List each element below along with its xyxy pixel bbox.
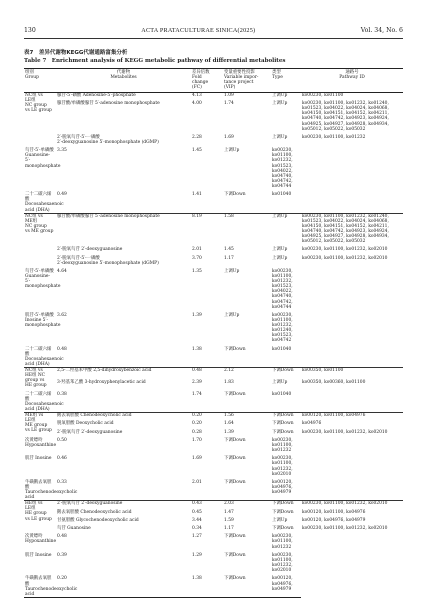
col-metabolite-cn: 代谢物: [116, 70, 131, 75]
fc-cell: 0.34: [192, 526, 202, 532]
pathway-cell: [271, 553, 301, 573]
table-row: [24, 438, 403, 453]
metabolite-name: 鸟苷-5′-单磷酸 Guanosine-5′-monophosphate: [25, 148, 61, 169]
table-caption-cn: 表7 差异代谢物KEGG代谢通路富集分析: [24, 50, 128, 56]
metabolite-name: 鹅去氧胆酸 Chenodeoxycholic acid: [57, 509, 132, 515]
pathway-line: ko00230, ko01100, ko01232, ko01240,: [272, 312, 293, 334]
metabolite-name: 2′-脱氧鸟苷 2′-deoxyguanosine: [57, 429, 123, 435]
type-cell: 下调Down: [224, 479, 246, 485]
col-pathway-cn: 通路号: [345, 70, 359, 75]
pathway-cell: [271, 392, 301, 413]
table-row: [24, 148, 403, 189]
fc-cell: 3.62: [57, 312, 67, 318]
metabolite-cell: [56, 135, 191, 145]
group-label-line: NC组 vs: [25, 213, 43, 219]
col-metabolite: [56, 69, 191, 93]
col-vip-1: 变量重要性投影: [224, 70, 255, 75]
col-group: [24, 69, 56, 93]
group-label-line: vs LE group: [25, 516, 52, 522]
pathway-line: ko01523, ko04742: [272, 333, 293, 344]
group-label-line: ME组: [25, 218, 38, 224]
group-label-line: vs ME group: [25, 228, 54, 234]
metabolite-name: 2,5-二羟基苯甲酸 2,5-dihydroxybenzoic acid: [57, 368, 152, 374]
running-header: [24, 24, 403, 36]
fc-cell: 0.20: [191, 413, 223, 419]
group-label-line: NC组 vs: [25, 368, 43, 374]
group-label-line: HE组 vs: [25, 501, 43, 507]
pathway-line: ko00120, ko04976, ko04979: [272, 479, 293, 496]
metabolite-cell: [24, 438, 56, 453]
metabolite-name: 3-羟基苯乙酸 3-hydroxyphenylacetic acid: [57, 380, 146, 385]
col-type-cn: 类型: [272, 70, 281, 75]
metabolite-name: 二十二碳六烯酸 Docosahexaenoic acid (DHA): [25, 391, 64, 412]
vip-cell: 1.38: [192, 346, 202, 352]
pathway-line: ko00230, ko01100, ko01232, ko01523,: [272, 269, 293, 290]
vip-cell: 1.47: [224, 509, 234, 515]
table-header-row: [24, 69, 403, 93]
pathway-line: ko00230, ko01100, ko01232: [272, 437, 293, 454]
col-fc-1: 差异倍数: [192, 70, 210, 75]
metabolite-name: 2′-脱氧鸟苷 2′-deoxyguanosine: [57, 501, 123, 507]
metabolite-name: 鸟苷-5′-单磷酸 Guanosine-5′-monophosphate: [25, 269, 61, 290]
table-row: [24, 269, 403, 310]
vip-cell: 1.69: [192, 456, 202, 462]
metabolite-name: 2′-脱氧鸟苷-5′-一磷酸: [57, 134, 100, 140]
type-cell: 下调Down: [271, 413, 301, 419]
pathway-line: ko04150, ko04151, ko04152, ko04211,: [302, 223, 389, 229]
pathway-line: ko00230, ko01100, ko01232: [272, 534, 293, 550]
group-label-line: LE组: [25, 418, 36, 424]
fc-cell: 0.43: [191, 501, 223, 507]
pathway-line: ko01040: [272, 192, 292, 198]
col-fc: [191, 69, 223, 93]
type-cell: 下调Down: [272, 421, 294, 427]
type-cell: 上调Up: [224, 269, 240, 274]
group-label-line: ME组 vs: [25, 413, 44, 418]
table-row: [24, 576, 403, 597]
pathway-line: ko00120, ko01100, ko04976: [302, 509, 366, 515]
vip-cell: 2.01: [192, 479, 202, 485]
pathway-line: ko00230, ko01100, ko01232, ko01240,: [302, 213, 389, 219]
col-group-en: Group: [25, 75, 39, 81]
pathway-line: ko00120, ko01100, ko04976: [302, 413, 366, 418]
type-cell: 下调Down: [224, 552, 246, 558]
pathway-line: ko00230, ko01100, ko01232, ko01240,: [302, 101, 389, 107]
pathway-line: ko00230, ko01100: [302, 92, 344, 98]
group-label-line: group vs: [25, 378, 45, 384]
metabolite-cell: [56, 101, 191, 132]
pathway-line: ko00350, ko00360, ko01100: [302, 380, 366, 385]
metabolite-name: 二十二碳六烯酸 Docosahexaenoic acid (DHA): [25, 346, 64, 367]
metabolite-name: 脱氧胆酸 Deoxycholic acid: [57, 421, 114, 427]
vip-cell: 1.83: [224, 380, 234, 385]
type-cell: 下调Down: [272, 509, 294, 515]
group-label-line: vs LE group: [25, 108, 52, 114]
pathway-cell: [271, 313, 301, 344]
type-cell: 下调Down: [223, 576, 271, 597]
col-fc-3: change: [192, 80, 209, 86]
fc-cell: 2.28: [192, 134, 202, 140]
table-row: [24, 213, 403, 244]
pathway-cell: [271, 438, 301, 453]
pathway-line: ko04022, ko04740, ko04742, ko04744: [272, 289, 293, 310]
pathway-line: ko00230, ko01100, ko01232, ko02010: [272, 552, 293, 574]
metabolite-cell: [24, 148, 61, 189]
metabolite-cell: [56, 380, 191, 388]
pathway-line: ko01040: [272, 391, 292, 397]
pathway-cell: [301, 135, 403, 145]
vip-cell: 1.74: [192, 391, 202, 397]
group-label-line: ME group: [25, 423, 48, 429]
header-rule: [24, 38, 403, 39]
metabolite-cell: [24, 534, 56, 549]
metabolite-name: 腺苷-5′-磷酸 Adenosine-5′-phosphate: [57, 92, 136, 98]
col-fc-2: Fold: [192, 75, 202, 81]
fc-cell: 3.44: [192, 517, 202, 523]
fc-cell: 0.39: [57, 552, 67, 558]
table-row: [24, 135, 403, 145]
col-type: [271, 69, 301, 93]
fc-cell: 0.33: [57, 479, 67, 485]
metabolite-name: 腺苷酸/单磷酸腺苷 5′-adenosine monophosphate: [57, 101, 160, 107]
table-row: [24, 553, 403, 573]
pathway-line: ko00350, ko01100: [302, 368, 344, 374]
pathway-line: ko00230, ko01100, ko01232, ko02010: [302, 247, 388, 253]
col-vip-3: tance project: [224, 80, 254, 86]
group-label: [24, 368, 56, 389]
vip-cell: 1.39: [224, 429, 234, 435]
type-cell: 下调Down: [224, 391, 246, 397]
table-row: [24, 392, 403, 413]
fc-cell: 2.01: [192, 247, 202, 253]
fc-cell: 4.13: [191, 92, 223, 98]
metabolite-name: 牛磺鹅去氧胆酸 Taurochenodeoxycholic acid: [25, 479, 78, 501]
type-cell: 下调Down: [224, 346, 246, 352]
volume-info: Vol. 34, No. 6: [360, 26, 403, 34]
type-cell: 上调Up: [224, 312, 240, 318]
pathway-line: ko00230, ko01100, ko01232: [302, 134, 366, 140]
metabolite-name: 2′-deoxyguanosine 5′-monophosphate (dGMP): [57, 140, 159, 145]
fc-cell: 3.35: [57, 148, 67, 154]
type-cell: 下调Down: [272, 429, 294, 435]
group-label-line: HE组 NC: [25, 373, 46, 379]
group-label: [24, 213, 56, 269]
type-cell: 上调Up: [224, 148, 240, 154]
vip-cell: 1.56: [223, 413, 271, 419]
pathway-line: ko04150, ko04151, ko04152, ko04211,: [302, 111, 389, 117]
group-label-line: vs LE group: [25, 428, 52, 434]
vip-cell: 1.58: [223, 213, 271, 244]
type-cell: 上调Up: [271, 92, 301, 98]
pathway-cell: [301, 526, 403, 531]
col-pathway-en: Pathway ID: [339, 75, 365, 81]
pathway-line: ko00120, ko04976, ko04979: [272, 576, 293, 592]
metabolite-cell: [24, 456, 56, 476]
pathway-line: ko04925, ko04927, ko04928, ko04934,: [302, 121, 389, 127]
vip-cell: 2.03: [223, 501, 271, 507]
pathway-cell: [301, 213, 403, 244]
metabolite-cell: [24, 553, 56, 573]
group-label-line: NC group: [25, 103, 47, 109]
col-vip: [223, 69, 271, 93]
pathway-line: ko00230, ko01100, ko01232, ko02010: [302, 501, 388, 507]
type-cell: 上调Up: [272, 101, 288, 107]
vip-cell: 1.59: [224, 517, 234, 523]
vip-cell: 1.39: [192, 312, 202, 318]
metabolite-name: 肌苷 Inosine: [25, 552, 52, 558]
fc-cell: 0.48: [57, 534, 67, 540]
table-row: [24, 368, 403, 377]
pathway-cell: [271, 269, 301, 310]
metabolite-name: 次黄嘌呤 Hypoxanthine: [25, 534, 57, 545]
type-cell: 下调Down: [272, 526, 294, 532]
fc-cell: 0.48: [191, 368, 223, 377]
type-cell: 下调Down: [224, 192, 246, 198]
group-label: [24, 92, 56, 145]
group-label: [24, 413, 56, 438]
table-row: [24, 380, 403, 388]
vip-cell: 2.12: [223, 368, 271, 377]
pathway-line: ko04022, ko04740, ko04742, ko04744: [272, 168, 293, 189]
type-cell: 上调Up: [272, 380, 288, 385]
pathway-cell: [301, 256, 403, 266]
vip-cell: 1.41: [192, 192, 202, 198]
pathway-line: ko01040: [272, 346, 292, 352]
type-cell: 下调Down: [224, 437, 246, 443]
type-cell: 下调Down: [271, 368, 301, 377]
pathway-line: ko05012, ko05022, ko05032: [302, 126, 366, 132]
type-cell: 下调Down: [224, 534, 246, 540]
fc-cell: 0.50: [57, 437, 67, 443]
vip-cell: 1.45: [192, 148, 202, 154]
pathway-cell: [301, 368, 403, 377]
col-type-en: Type: [272, 75, 283, 81]
vip-cell: 1.69: [224, 134, 234, 140]
metabolite-name: 牛磺鹅去氧胆酸 Taurochenodeoxycholic acid: [25, 576, 78, 597]
pathway-line: ko00230, ko01100, ko01232, ko02010: [302, 429, 388, 435]
type-cell: 上调Up: [272, 255, 288, 261]
fc-cell: 4.64: [57, 269, 67, 274]
type-cell: 下调Down: [224, 456, 246, 462]
metabolite-cell: [56, 368, 191, 377]
pathway-cell: [271, 148, 301, 189]
table-row: [24, 192, 403, 213]
metabolite-name: 次黄嘌呤 Hypoxanthine: [25, 437, 57, 448]
pathway-cell: [301, 101, 403, 132]
kegg-table: [24, 68, 403, 598]
pathway-line: ko00230, ko01100, ko01232, ko02010: [302, 526, 388, 532]
metabolite-name: 2′-脱氧鸟苷 2′-deoxyguanosine: [57, 247, 123, 253]
vip-cell: 1.70: [192, 437, 202, 443]
table-row: [24, 456, 403, 476]
vip-cell: 1.38: [191, 576, 223, 597]
metabolite-cell: [24, 269, 61, 310]
table-row: [24, 347, 403, 368]
group-label-line: HE group: [25, 511, 47, 517]
pathway-cell: [271, 534, 301, 549]
table-row: [24, 101, 403, 132]
table-row: [24, 256, 403, 266]
pathway-line: ko04740, ko04742, ko04923, ko04924,: [302, 116, 389, 122]
table-row: [24, 534, 403, 549]
pathway-line: ko00230, ko01100, ko01232, ko01523,: [272, 148, 293, 169]
pathway-line: ko04740, ko04742, ko04923, ko04924,: [302, 228, 389, 234]
group-label-line: NC group: [25, 223, 47, 229]
type-cell: 上调Up: [272, 247, 288, 253]
fc-cell: 0.28: [192, 429, 202, 435]
metabolite-name: 鹅去氧胆酸 Chenodeoxycholic acid: [57, 413, 132, 418]
type-cell: 上调Up: [272, 517, 288, 523]
metabolite-cell: [56, 256, 191, 266]
group-label-line: LE组: [25, 506, 36, 512]
metabolite-name: 肌苷 Inosine: [25, 456, 52, 462]
type-cell: 上调Up: [271, 213, 301, 244]
metabolite-name: 2′-deoxyguanosine 5′-monophosphate (dGMP): [57, 260, 159, 266]
fc-cell: 3.70: [192, 255, 202, 261]
vip-cell: 1.74: [224, 101, 234, 107]
pathway-line: ko00230, ko01100, ko01232, ko02010: [272, 456, 293, 477]
fc-cell: 0.49: [57, 192, 67, 198]
pathway-line: ko00230, ko01100, ko01232, ko02010: [302, 255, 388, 261]
fc-cell: 0.20: [56, 576, 191, 597]
metabolite-name: 肌苷-5′-单磷酸 Inosine 5′-monophosphate: [25, 312, 61, 329]
pathway-cell: [271, 480, 301, 501]
pathway-cell: [271, 576, 301, 597]
table-row: [24, 313, 403, 344]
pathway-cell: [271, 192, 301, 213]
table-body: [24, 92, 403, 597]
fc-cell: 4.00: [192, 101, 202, 107]
pathway-cell: [301, 380, 403, 388]
col-vip-2: Variable impor-: [224, 75, 259, 81]
metabolite-name: 鸟苷 Guanosine: [57, 526, 91, 532]
group-label-line: HE group: [25, 383, 47, 389]
pathway-line: ko04976: [302, 421, 322, 427]
col-group-cn: 组别: [25, 70, 34, 75]
pathway-cell: [271, 347, 301, 368]
metabolite-name: 腺苷酸/单磷酸腺苷 5′-adenosine monophosphate: [57, 213, 160, 219]
vip-cell: 1.17: [224, 526, 234, 532]
type-cell: 下调Down: [271, 501, 301, 507]
vip-cell: 1.17: [224, 255, 234, 261]
fc-cell: 8.19: [191, 213, 223, 244]
col-pathway: [301, 69, 403, 93]
page-number: 130: [24, 26, 36, 34]
table-row: [24, 480, 403, 501]
group-label-line: NC组 vs: [25, 92, 43, 98]
journal-name: ACTA PRATACULTURAE SINICA(2025): [141, 26, 256, 34]
pathway-line: ko01523, ko04022, ko04024, ko04068,: [302, 106, 389, 112]
fc-cell: 0.46: [57, 456, 67, 462]
vip-cell: 1.27: [192, 534, 202, 540]
pathway-cell: [271, 456, 301, 476]
vip-cell: 1.45: [224, 247, 234, 253]
table-caption-en: Table 7 Enrichment analysis of KEGG metabolic pathway of differential metabolites: [24, 58, 286, 64]
metabolite-cell: [56, 213, 191, 244]
fc-cell: 0.38: [57, 391, 67, 397]
metabolite-name: 二十二碳六烯酸 Docosahexaenoic acid (DHA): [25, 192, 64, 213]
pathway-line: ko05012, ko05022, ko05032: [302, 239, 366, 245]
vip-cell: 1.09: [223, 92, 271, 98]
metabolite-name: 甘氨胆酸 Glycochenodeoxycholic acid: [57, 517, 139, 523]
col-metabolite-en: Metabolites: [110, 75, 137, 81]
vip-cell: 1.35: [192, 269, 202, 274]
fc-cell: 2.39: [192, 380, 202, 385]
fc-cell: 0.48: [57, 346, 67, 352]
col-fc-4: (FC): [192, 85, 202, 91]
metabolite-name: 2′-脱氧鸟苷-5′-一磷酸: [57, 255, 100, 261]
fc-cell: 0.45: [192, 509, 202, 515]
fc-cell: 0.20: [192, 421, 202, 427]
vip-cell: 1.29: [192, 552, 202, 558]
group-label-line: LE组: [25, 97, 36, 103]
col-vip-4: (VIP): [224, 85, 236, 91]
vip-cell: 1.64: [224, 421, 234, 427]
group-label: [24, 501, 56, 531]
pathway-line: ko01523, ko04022, ko04024, ko04068,: [302, 218, 389, 224]
pathway-line: ko00120, ko04976, ko04979: [302, 517, 366, 523]
type-cell: 上调Up: [272, 134, 288, 140]
pathway-line: ko04925, ko04927, ko04928, ko04934,: [302, 233, 389, 239]
metabolite-cell: [24, 312, 61, 344]
